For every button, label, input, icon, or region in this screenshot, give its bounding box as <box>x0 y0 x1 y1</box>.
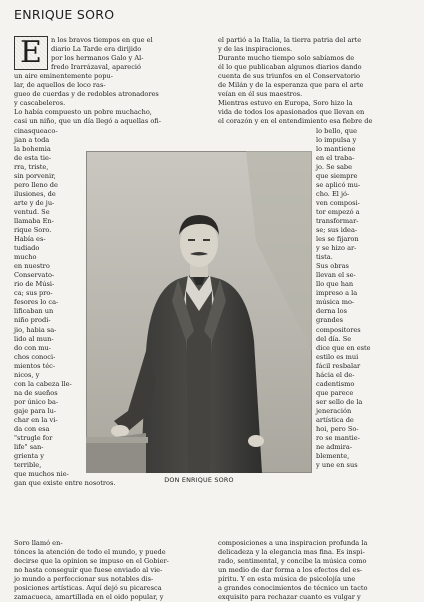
text-line: música mo- <box>316 298 355 307</box>
text-line: con la cabeza lle- <box>14 379 72 388</box>
text-line: que parece <box>316 388 354 397</box>
text-line: Mientras estuvo en Europa, Soro hizo la <box>218 99 353 108</box>
drop-cap: E <box>14 36 48 70</box>
text-line: lido al mun- <box>14 334 54 343</box>
text-line: no hasta conseguir que fuese enviado al vie- <box>14 565 163 574</box>
text-line: en nuestro <box>14 262 50 271</box>
text-line: el partió a la Italia, la tierra patria del arte <box>218 36 362 44</box>
text-line: zamacueca, amartillada en el oido popular, y <box>14 592 164 601</box>
text-line: terrible, <box>14 461 42 470</box>
text-line: gan que existe entre nosotros. <box>14 479 116 488</box>
text-line: un medio de dar forma a los efectos del es- <box>218 565 363 574</box>
text-line: pero lleno de <box>14 180 58 189</box>
text-line: decirse que la opinion se impuso en el Gobier- <box>14 556 169 565</box>
text-line: en el traba- <box>316 153 355 162</box>
text-line: tor empezó a <box>316 207 360 216</box>
text-line: y de las inspiraciones. <box>218 45 293 54</box>
text-line: cuenta de sus triunfos en el Conservatorio <box>218 72 360 81</box>
text-line: da con esa <box>14 425 50 434</box>
text-line: mientos téc- <box>14 361 56 370</box>
text-line: de esta tie- <box>14 153 52 162</box>
text-line: composiciones a una inspiracion profunda la <box>218 538 368 547</box>
text-line: posiciones artísticas. Aquí dejó su picaresca <box>14 583 162 592</box>
text-line: y cascabeleros. <box>14 99 66 108</box>
text-line: ne admira- <box>316 443 353 452</box>
text-line: chos conoci- <box>14 352 56 361</box>
left-column-top <box>14 36 204 126</box>
text-line: se; sus idea- <box>316 226 358 235</box>
text-line: tónces la atención de todo el mundo, y puede <box>14 547 166 556</box>
right-column-top <box>218 36 410 126</box>
text-line: el corazón y en el entendimiento esa fiebre de <box>218 117 373 126</box>
text-line: rra, triste, <box>14 162 49 171</box>
right-column-bottom <box>218 539 410 602</box>
text-line: grandes <box>316 316 344 325</box>
text-line: fesores lo ca- <box>14 298 59 307</box>
text-line: de Milán y de la esperanza que para el arte <box>218 81 364 90</box>
text-line: lo bello, que <box>316 126 358 135</box>
text-line: diario La Tarde era dirijido <box>51 45 142 54</box>
text-line: Conservato- <box>14 271 55 280</box>
text-line: estilo es mui <box>316 352 359 361</box>
text-line: vida de todos los apasionados que llevan en <box>218 108 365 117</box>
text-line: jeneración <box>316 406 352 415</box>
text-line: tista. <box>316 253 333 262</box>
text-line: jo. Se sabe <box>316 162 353 171</box>
text-line: casi un niño, que un día llegó a aquellas ofi- <box>14 117 161 126</box>
text-line: por único ba- <box>14 397 59 406</box>
text-line: delicadeza y la elegancia mas fina. Es inspi- <box>218 547 365 556</box>
text-line: blemente, <box>316 452 350 461</box>
text-line: lificaban un <box>14 307 54 316</box>
text-line: fácil resbalar <box>316 361 361 370</box>
right-column-narrow <box>316 127 412 471</box>
text-line: ven composi- <box>316 198 360 207</box>
text-line: gueo de cuerdas y de redobles atronadores <box>14 90 159 99</box>
text-line: Soro llamó en- <box>14 538 63 547</box>
text-line: sin porvenir, <box>14 171 56 180</box>
text-line: exquisito para rechazar cuanto es vulgar y <box>218 592 361 601</box>
text-line: ro se mantie- <box>316 434 360 443</box>
text-line: jo mundo a perfeccionar sus notables dis- <box>14 574 154 583</box>
text-line: hoi, pero So- <box>316 425 359 434</box>
text-line: rio de Músi- <box>14 280 55 289</box>
text-line: que muchos nie- <box>14 470 69 479</box>
text-line: grienta y <box>14 452 45 461</box>
text-line: tudiado <box>14 244 40 253</box>
text-line: llevan el se- <box>316 271 356 280</box>
photo-caption: DON ENRIQUE SORO <box>164 476 234 484</box>
portrait-illustration <box>86 151 312 473</box>
text-line: cinasqueaco- <box>14 126 58 135</box>
text-line: mucho <box>14 253 37 262</box>
text-line: llo que han <box>316 280 354 289</box>
left-column-bottom <box>14 539 204 602</box>
text-line: nicos, y <box>14 370 40 379</box>
text-line: arte y de ju- <box>14 198 55 207</box>
text-line: y une en sus <box>316 461 358 470</box>
text-line: llamaba En- <box>14 216 54 225</box>
text-line: compositores <box>316 325 361 334</box>
text-line: life" san- <box>14 443 44 452</box>
text-line: ser sello de la <box>316 397 363 406</box>
text-line: transformar- <box>316 216 359 225</box>
text-line: rado, sentimental, y concibe la música como <box>218 556 367 565</box>
text-line: char en la vi- <box>14 416 58 424</box>
text-line: lo mantiene <box>316 144 356 153</box>
text-line: del día. Se <box>316 334 352 343</box>
text-line: ca; sus pro- <box>14 289 53 298</box>
text-line: veían en él sus maestros. <box>218 90 303 99</box>
text-line: lo impulsa y <box>316 135 357 144</box>
text-line: jian a toda <box>14 135 50 144</box>
text-line: Había es- <box>14 235 46 244</box>
text-line: ventud. Se <box>14 207 50 216</box>
text-line: se aplicó mu- <box>316 180 361 189</box>
text-line: rique Soro. <box>14 226 52 235</box>
text-line: derna los <box>316 307 348 316</box>
text-line: Durante mucho tiempo solo sabíamos de <box>218 54 355 63</box>
text-line: niño prodi- <box>14 316 51 325</box>
text-line: a grandes conocimientos de técnico un tacto <box>218 583 368 592</box>
text-line: na de sueños <box>14 388 58 397</box>
text-line: fredo Irarrázaval, apareció <box>51 63 141 72</box>
text-line: un aire eminentemente popu- <box>14 72 113 81</box>
text-line: ilusiones, de <box>14 189 56 198</box>
text-line: n los bravos tiempos en que el <box>51 36 153 44</box>
text-line: cadentismo <box>316 379 355 388</box>
text-line: la bohemia <box>14 144 51 153</box>
text-line: por los hermanos Galo y Al- <box>51 54 144 63</box>
text-line: hácia el de- <box>316 370 355 379</box>
text-line: Lo había compuesto un pobre muchacho, <box>14 108 152 117</box>
text-line: artística de <box>316 416 354 424</box>
left-column-narrow <box>14 126 116 489</box>
text-line: lar, de aquellos de loco ras- <box>14 81 106 90</box>
text-line: "strugle for <box>14 434 53 443</box>
text-line: y se hizo ar- <box>316 244 357 253</box>
page-title: ENRIQUE SORO <box>14 7 115 22</box>
text-line: cho. El jó- <box>316 189 350 198</box>
text-line: dice que en este <box>316 343 371 352</box>
text-line: jio, habia sa- <box>14 325 57 334</box>
text-line: píritu. Y en esta música de psicolojía une <box>218 574 356 583</box>
text-line: gaje para lu- <box>14 406 57 415</box>
text-line: que siempre <box>316 171 358 180</box>
text-line: do con mu- <box>14 343 52 352</box>
text-line: él lo que publicaban algunos diarios dando <box>218 63 362 72</box>
text-line: impreso a la <box>316 289 358 298</box>
portrait-photo <box>86 151 312 473</box>
text-line: Sus obras <box>316 262 349 271</box>
text-line: les se fijaron <box>316 235 359 244</box>
